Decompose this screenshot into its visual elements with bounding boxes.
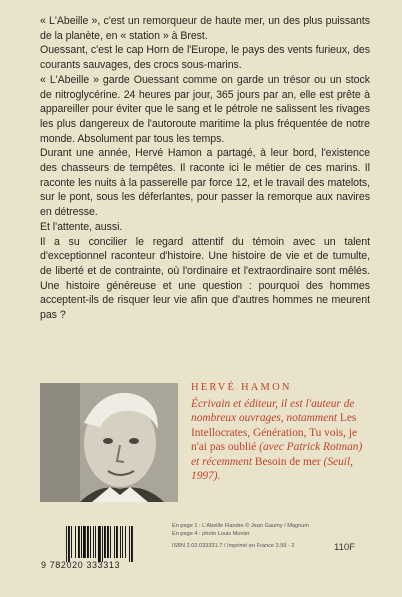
- blurb-paragraph: « L'Abeille » garde Ouessant comme on garde un trésor ou un stock de nitroglycérine. 24 heures par jour, 365 jours par an, elle est prête à appareiller pour éviter que le sang et le pétrole ne salissent les rivages les plus dangereux de l'autoroute maritime la plus fréquentée de notre monde. Absolument par tous les temps.: [40, 73, 370, 145]
- barcode-bar: [107, 526, 109, 558]
- barcode-bar: [71, 526, 72, 558]
- credits: [172, 522, 342, 551]
- blurb-paragraph: Il a su concilier le regard attentif du témoin avec un talent d'exceptionnel raconteur d'histoire. Une histoire de vie et de tumulte, de liberté et de contrainte, où l'ordinaire et l'extraordinaire sont mêlés. Une histoire généreuse et une question : pourquoi des hommes acceptent-ils de risquer leur vie afin que d'autres hommes ne meurent pas ?: [40, 235, 370, 322]
- blurb-paragraph: « L'Abeille », c'est un remorqueur de haute mer, un des plus puissants de la planète, en « station » à Brest.: [40, 15, 370, 42]
- isbn-barcode: [66, 526, 154, 562]
- photo-credit: En page 4 : photo Louis Monier: [172, 531, 250, 538]
- author-bio-title: Besoin de mer: [254, 455, 324, 468]
- author-bio-text: Écrivain et éditeur, il est l'auteur de nombreux ouvrages, notamment: [191, 398, 355, 425]
- barcode-bar: [131, 526, 133, 562]
- author-name: HERVÉ HAMON: [191, 382, 292, 393]
- barcode-bar: [93, 526, 94, 558]
- barcode-bar: [75, 526, 76, 558]
- barcode-bar: [90, 526, 91, 558]
- author-photo: [40, 383, 178, 502]
- barcode-bar: [114, 526, 115, 558]
- barcode-bar: [102, 526, 103, 562]
- back-cover-blurb: [40, 14, 370, 323]
- author-portrait-graphic: [40, 383, 178, 502]
- barcode-bar: [68, 526, 70, 562]
- barcode-bar: [83, 526, 86, 558]
- author-bio-text: (avec Patrick Rotman) et récemment: [191, 441, 363, 468]
- barcode-bar: [129, 526, 130, 562]
- barcode-bar: [104, 526, 106, 558]
- barcode-bar: [78, 526, 80, 558]
- author-bio: [191, 397, 371, 483]
- barcode-bar: [66, 526, 67, 562]
- barcode-number: 9 782020 333313: [41, 560, 121, 570]
- barcode-bar: [120, 526, 121, 558]
- barcode-bar: [81, 526, 82, 558]
- author-bio-publisher: (Seuil, 1997).: [191, 455, 353, 483]
- author-bio-titles: Les Intellocrates, Génération, Tu vois, je n'ai pas oublié: [191, 412, 358, 454]
- blurb-paragraph: Ouessant, c'est le cap Horn de l'Europe, le pays des vents furieux, des courants sauvages, des crocs sous-marins.: [40, 44, 370, 72]
- photo-credit: En page 1 : L'Abeille Flandre © Jean Gaumy / Magnum: [172, 523, 310, 529]
- isbn-line: ISBN 2.02.033331.7 / Imprimé en France 3.99 - 2: [172, 543, 295, 550]
- blurb-paragraph: Durant une année, Hervé Hamon a partagé, à leur bord, l'existence des chasseurs de tempêtes. Il raconte ici le métier de ces marins. Il raconte les nuits à la passerelle par force 12, et le travail des matelots, sur le pont, sous les déferlantes, pour passer la remorque aux navires en détresse.: [40, 147, 370, 219]
- barcode-bar: [110, 526, 111, 558]
- price: 110F: [334, 542, 355, 553]
- barcode-bar: [125, 526, 126, 558]
- barcode-bar: [98, 526, 101, 562]
- barcode-bar: [87, 526, 89, 558]
- author-info: [191, 382, 371, 483]
- barcode-bar: [122, 526, 123, 558]
- barcode-bar: [116, 526, 118, 558]
- blurb-paragraph: Et l'attente, aussi.: [40, 220, 123, 233]
- barcode-bar: [95, 526, 96, 558]
